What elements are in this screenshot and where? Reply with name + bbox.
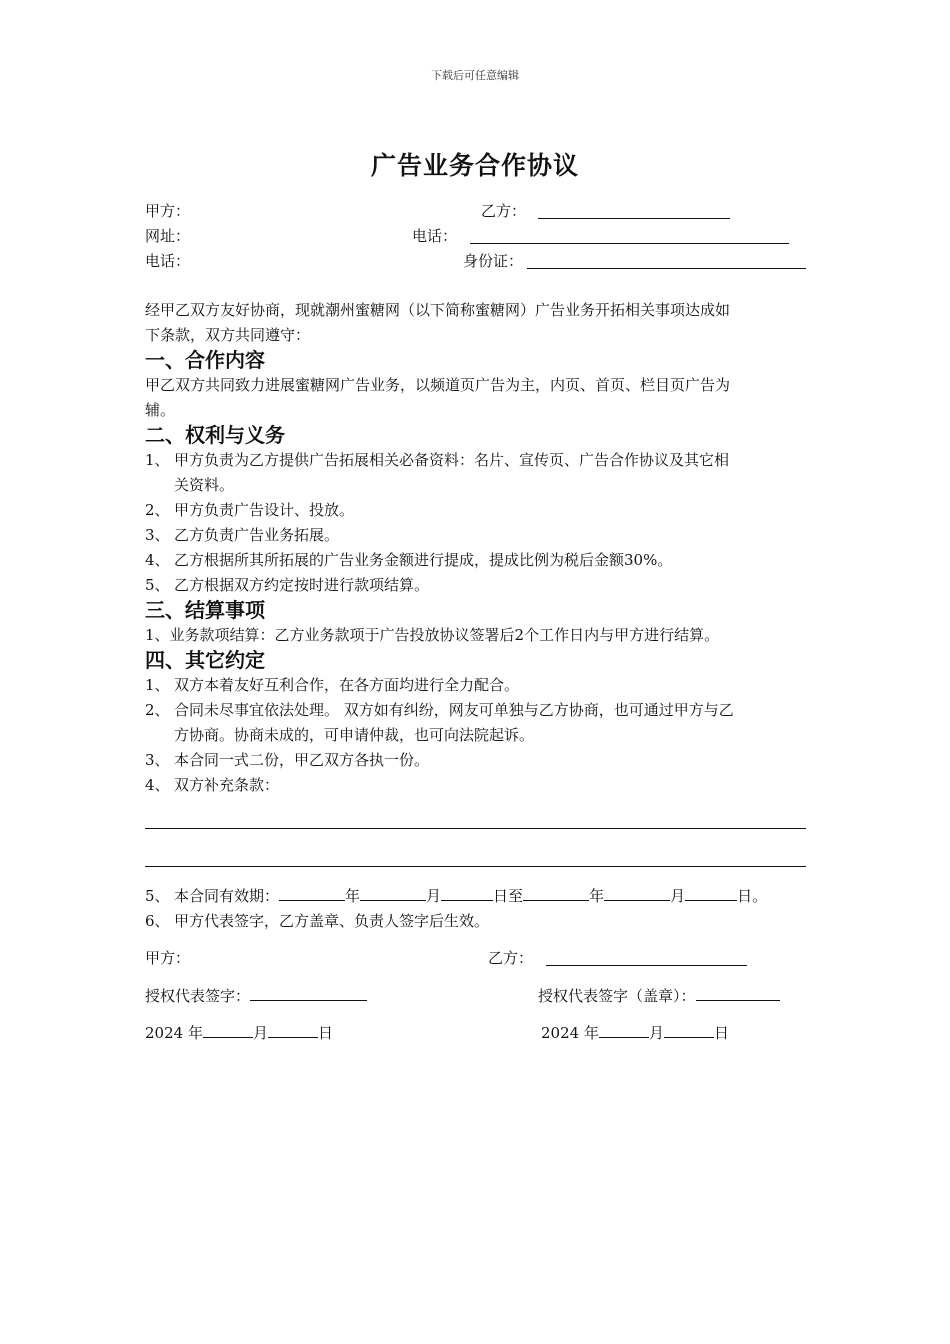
header-note: 下载后可任意编辑 bbox=[431, 69, 519, 82]
rep-a-label: 授权代表签字： bbox=[145, 987, 251, 1005]
item-number: 5、 bbox=[145, 576, 170, 594]
year-label: 年 bbox=[589, 887, 605, 905]
rep-a-blank[interactable] bbox=[250, 986, 367, 1001]
item-text: 甲方负责为乙方提供广告拓展相关必备资料：名片、宣传页、广告合作协议及其它相 bbox=[174, 451, 730, 469]
item-number: 1、 bbox=[145, 676, 170, 694]
section-2-item bbox=[145, 498, 354, 523]
end-month-blank[interactable] bbox=[604, 886, 670, 901]
validity-period-line bbox=[145, 884, 767, 909]
item-number: 3、 bbox=[145, 526, 170, 544]
phone-a-label: 电话： bbox=[145, 252, 191, 270]
section-4-item bbox=[145, 773, 279, 798]
section-2-item bbox=[145, 523, 339, 548]
date-a bbox=[145, 1021, 333, 1046]
id-label: 身份证： bbox=[463, 252, 524, 270]
supplement-blank-line-1[interactable] bbox=[145, 828, 806, 829]
phone-b-label: 电话： bbox=[412, 227, 458, 245]
end-day-blank[interactable] bbox=[685, 886, 737, 901]
section-2-item bbox=[145, 573, 429, 598]
item-number: 6、 bbox=[145, 912, 170, 930]
item-number: 3、 bbox=[145, 751, 170, 769]
date-day: 日 bbox=[713, 1024, 729, 1042]
date-b bbox=[541, 1021, 729, 1046]
section-1-line-1: 甲乙双方共同致力进展蜜糖网广告业务，以频道页广告为主，内页、首页、栏目页广告为 bbox=[145, 376, 731, 394]
sign-party-b-blank[interactable] bbox=[546, 965, 747, 966]
item-number: 1、 bbox=[145, 451, 170, 469]
date-month: 月 bbox=[648, 1024, 664, 1042]
end-year-blank[interactable] bbox=[523, 886, 589, 901]
intro-line-2: 下条款，双方共同遵守： bbox=[145, 326, 311, 344]
item-text: 双方本着友好互利合作，在各方面均进行全力配合。 bbox=[174, 676, 520, 694]
section-4-heading: 四、其它约定 bbox=[145, 648, 265, 672]
section-1-line-2: 辅。 bbox=[145, 401, 176, 419]
item-text: 本合同一式二份，甲乙双方各执一份。 bbox=[174, 751, 430, 769]
supplement-blank-line-2[interactable] bbox=[145, 866, 806, 867]
section-1-heading: 一、合作内容 bbox=[145, 348, 265, 372]
party-b-label: 乙方： bbox=[481, 202, 527, 220]
day-to-label: 日至 bbox=[493, 887, 524, 905]
start-year-blank[interactable] bbox=[279, 886, 345, 901]
section-2-item-cont: 关资料。 bbox=[174, 476, 235, 494]
item-text: 双方补充条款： bbox=[174, 776, 280, 794]
date-month: 月 bbox=[252, 1024, 268, 1042]
item-text: 甲方代表签字，乙方盖章、负责人签字后生效。 bbox=[174, 912, 490, 930]
section-4-item bbox=[145, 698, 734, 723]
section-2-item bbox=[145, 448, 729, 473]
page-title: 广告业务合作协议 bbox=[370, 151, 579, 180]
section-4-item bbox=[145, 909, 489, 934]
date-year: 2024 年 bbox=[145, 1024, 203, 1042]
date-a-month-blank[interactable] bbox=[203, 1023, 253, 1038]
item-text: 乙方根据双方约定按时进行款项结算。 bbox=[174, 576, 430, 594]
item-text: 合同未尽事宜依法处理。 双方如有纠纷，网友可单独与乙方协商，也可通过甲方与乙 bbox=[174, 701, 734, 719]
date-a-day-blank[interactable] bbox=[268, 1023, 318, 1038]
date-year: 2024 年 bbox=[541, 1024, 599, 1042]
item-number: 2、 bbox=[145, 701, 170, 719]
section-3-line-1: 1、业务款项结算：乙方业务款项于广告投放协议签署后2个工作日内与甲方进行结算。 bbox=[145, 626, 720, 644]
rep-b-blank[interactable] bbox=[696, 986, 780, 1001]
rep-b-label: 授权代表签字（盖章）： bbox=[538, 987, 696, 1005]
item-text: 乙方负责广告业务拓展。 bbox=[174, 526, 340, 544]
rep-a-signature bbox=[145, 984, 367, 1009]
item-text: 甲方负责广告设计、投放。 bbox=[174, 501, 355, 519]
id-blank[interactable] bbox=[527, 268, 806, 269]
party-b-blank[interactable] bbox=[538, 218, 730, 219]
date-day: 日 bbox=[317, 1024, 333, 1042]
item-number: 5、 bbox=[145, 887, 170, 905]
date-b-day-blank[interactable] bbox=[664, 1023, 714, 1038]
section-4-item bbox=[145, 748, 429, 773]
rep-b-signature bbox=[538, 984, 780, 1009]
intro-line-1: 经甲乙双方友好协商，现就潮州蜜糖网（以下简称蜜糖网）广告业务开拓相关事项达成如 bbox=[145, 301, 731, 319]
validity-prefix: 本合同有效期： bbox=[174, 887, 280, 905]
section-4-item bbox=[145, 673, 519, 698]
section-4-item-cont: 方协商。协商未成的，可申请仲裁，也可向法院起诉。 bbox=[174, 726, 535, 744]
month-label: 月 bbox=[670, 887, 686, 905]
start-day-blank[interactable] bbox=[441, 886, 493, 901]
year-label: 年 bbox=[345, 887, 361, 905]
date-b-month-blank[interactable] bbox=[599, 1023, 649, 1038]
item-number: 4、 bbox=[145, 551, 170, 569]
party-a-label: 甲方： bbox=[145, 202, 191, 220]
website-label: 网址： bbox=[145, 227, 191, 245]
month-label: 月 bbox=[426, 887, 442, 905]
sign-party-b-label: 乙方： bbox=[488, 949, 534, 967]
section-2-heading: 二、权利与义务 bbox=[145, 423, 285, 447]
phone-b-blank[interactable] bbox=[470, 243, 789, 244]
item-number: 2、 bbox=[145, 501, 170, 519]
day-label: 日。 bbox=[737, 887, 768, 905]
start-month-blank[interactable] bbox=[360, 886, 426, 901]
item-text: 乙方根据所其所拓展的广告业务金额进行提成，提成比例为税后金额30%。 bbox=[174, 551, 673, 569]
item-number: 4、 bbox=[145, 776, 170, 794]
section-3-heading: 三、结算事项 bbox=[145, 598, 265, 622]
section-2-item bbox=[145, 548, 672, 573]
sign-party-a-label: 甲方： bbox=[145, 949, 191, 967]
